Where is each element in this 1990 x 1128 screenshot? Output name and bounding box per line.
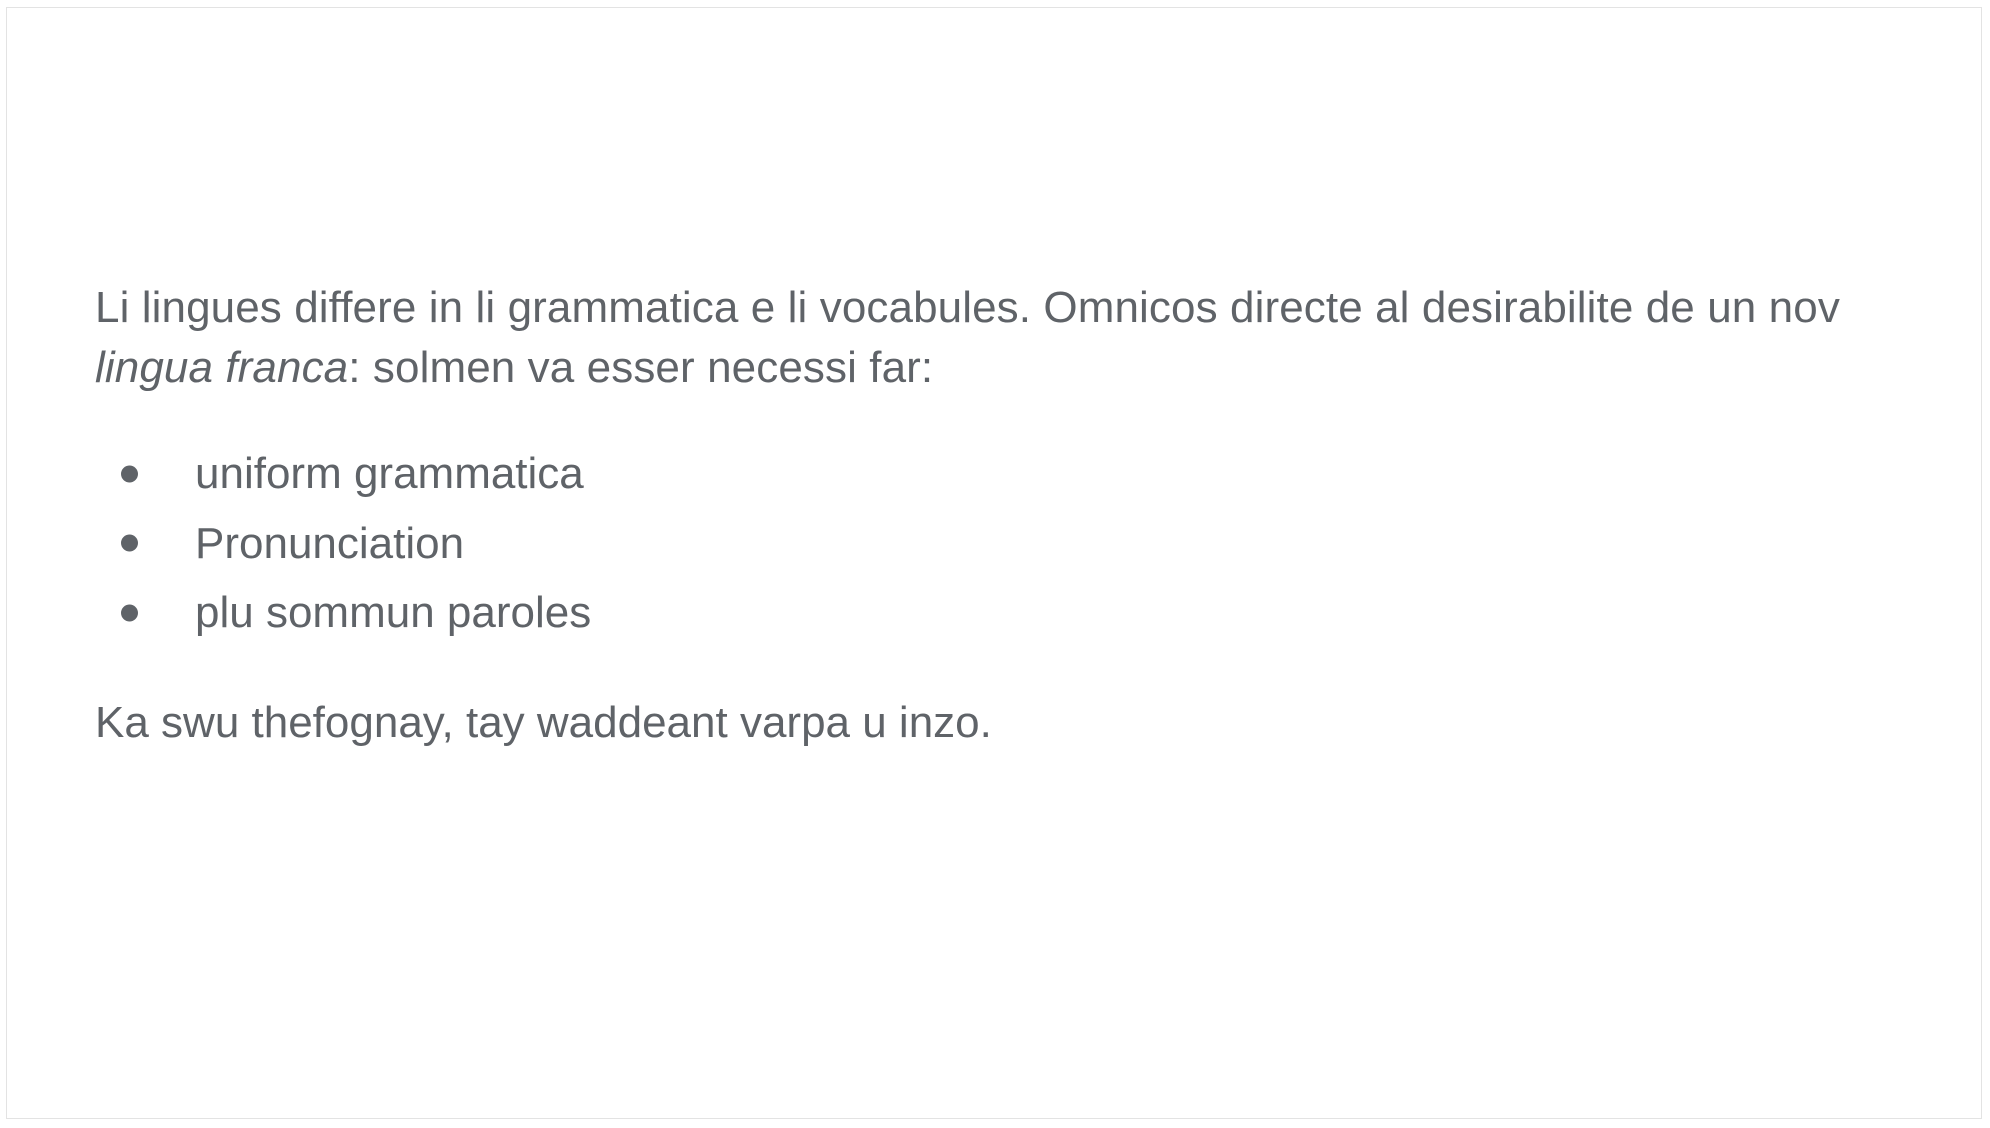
intro-text-part-two: : solmen va esser necessi far: (348, 342, 934, 392)
outro-paragraph: Ka swu thefognay, tay waddeant varpa u inzo. (95, 698, 992, 748)
bullet-point-icon (121, 535, 138, 552)
list-item-label: Pronunciation (195, 518, 465, 568)
intro-emphasis-text: lingua franca (95, 342, 349, 392)
list-item-label: plu sommun paroles (195, 588, 592, 638)
bullet-point-icon (121, 465, 138, 482)
bullet-point-icon (121, 605, 138, 622)
bullet-list (95, 446, 1905, 642)
intro-paragraph (95, 278, 1905, 398)
slide-content (95, 278, 1905, 753)
list-item (95, 516, 1905, 572)
list-item (95, 585, 1905, 641)
slide-frame (6, 7, 1982, 1119)
list-item-label: uniform grammatica (195, 448, 584, 498)
intro-text-part-one: Li lingues differe in li grammatica e li vocabules. Omnicos directe al desirabilite de un nov (95, 283, 1840, 332)
list-item (95, 446, 1905, 502)
